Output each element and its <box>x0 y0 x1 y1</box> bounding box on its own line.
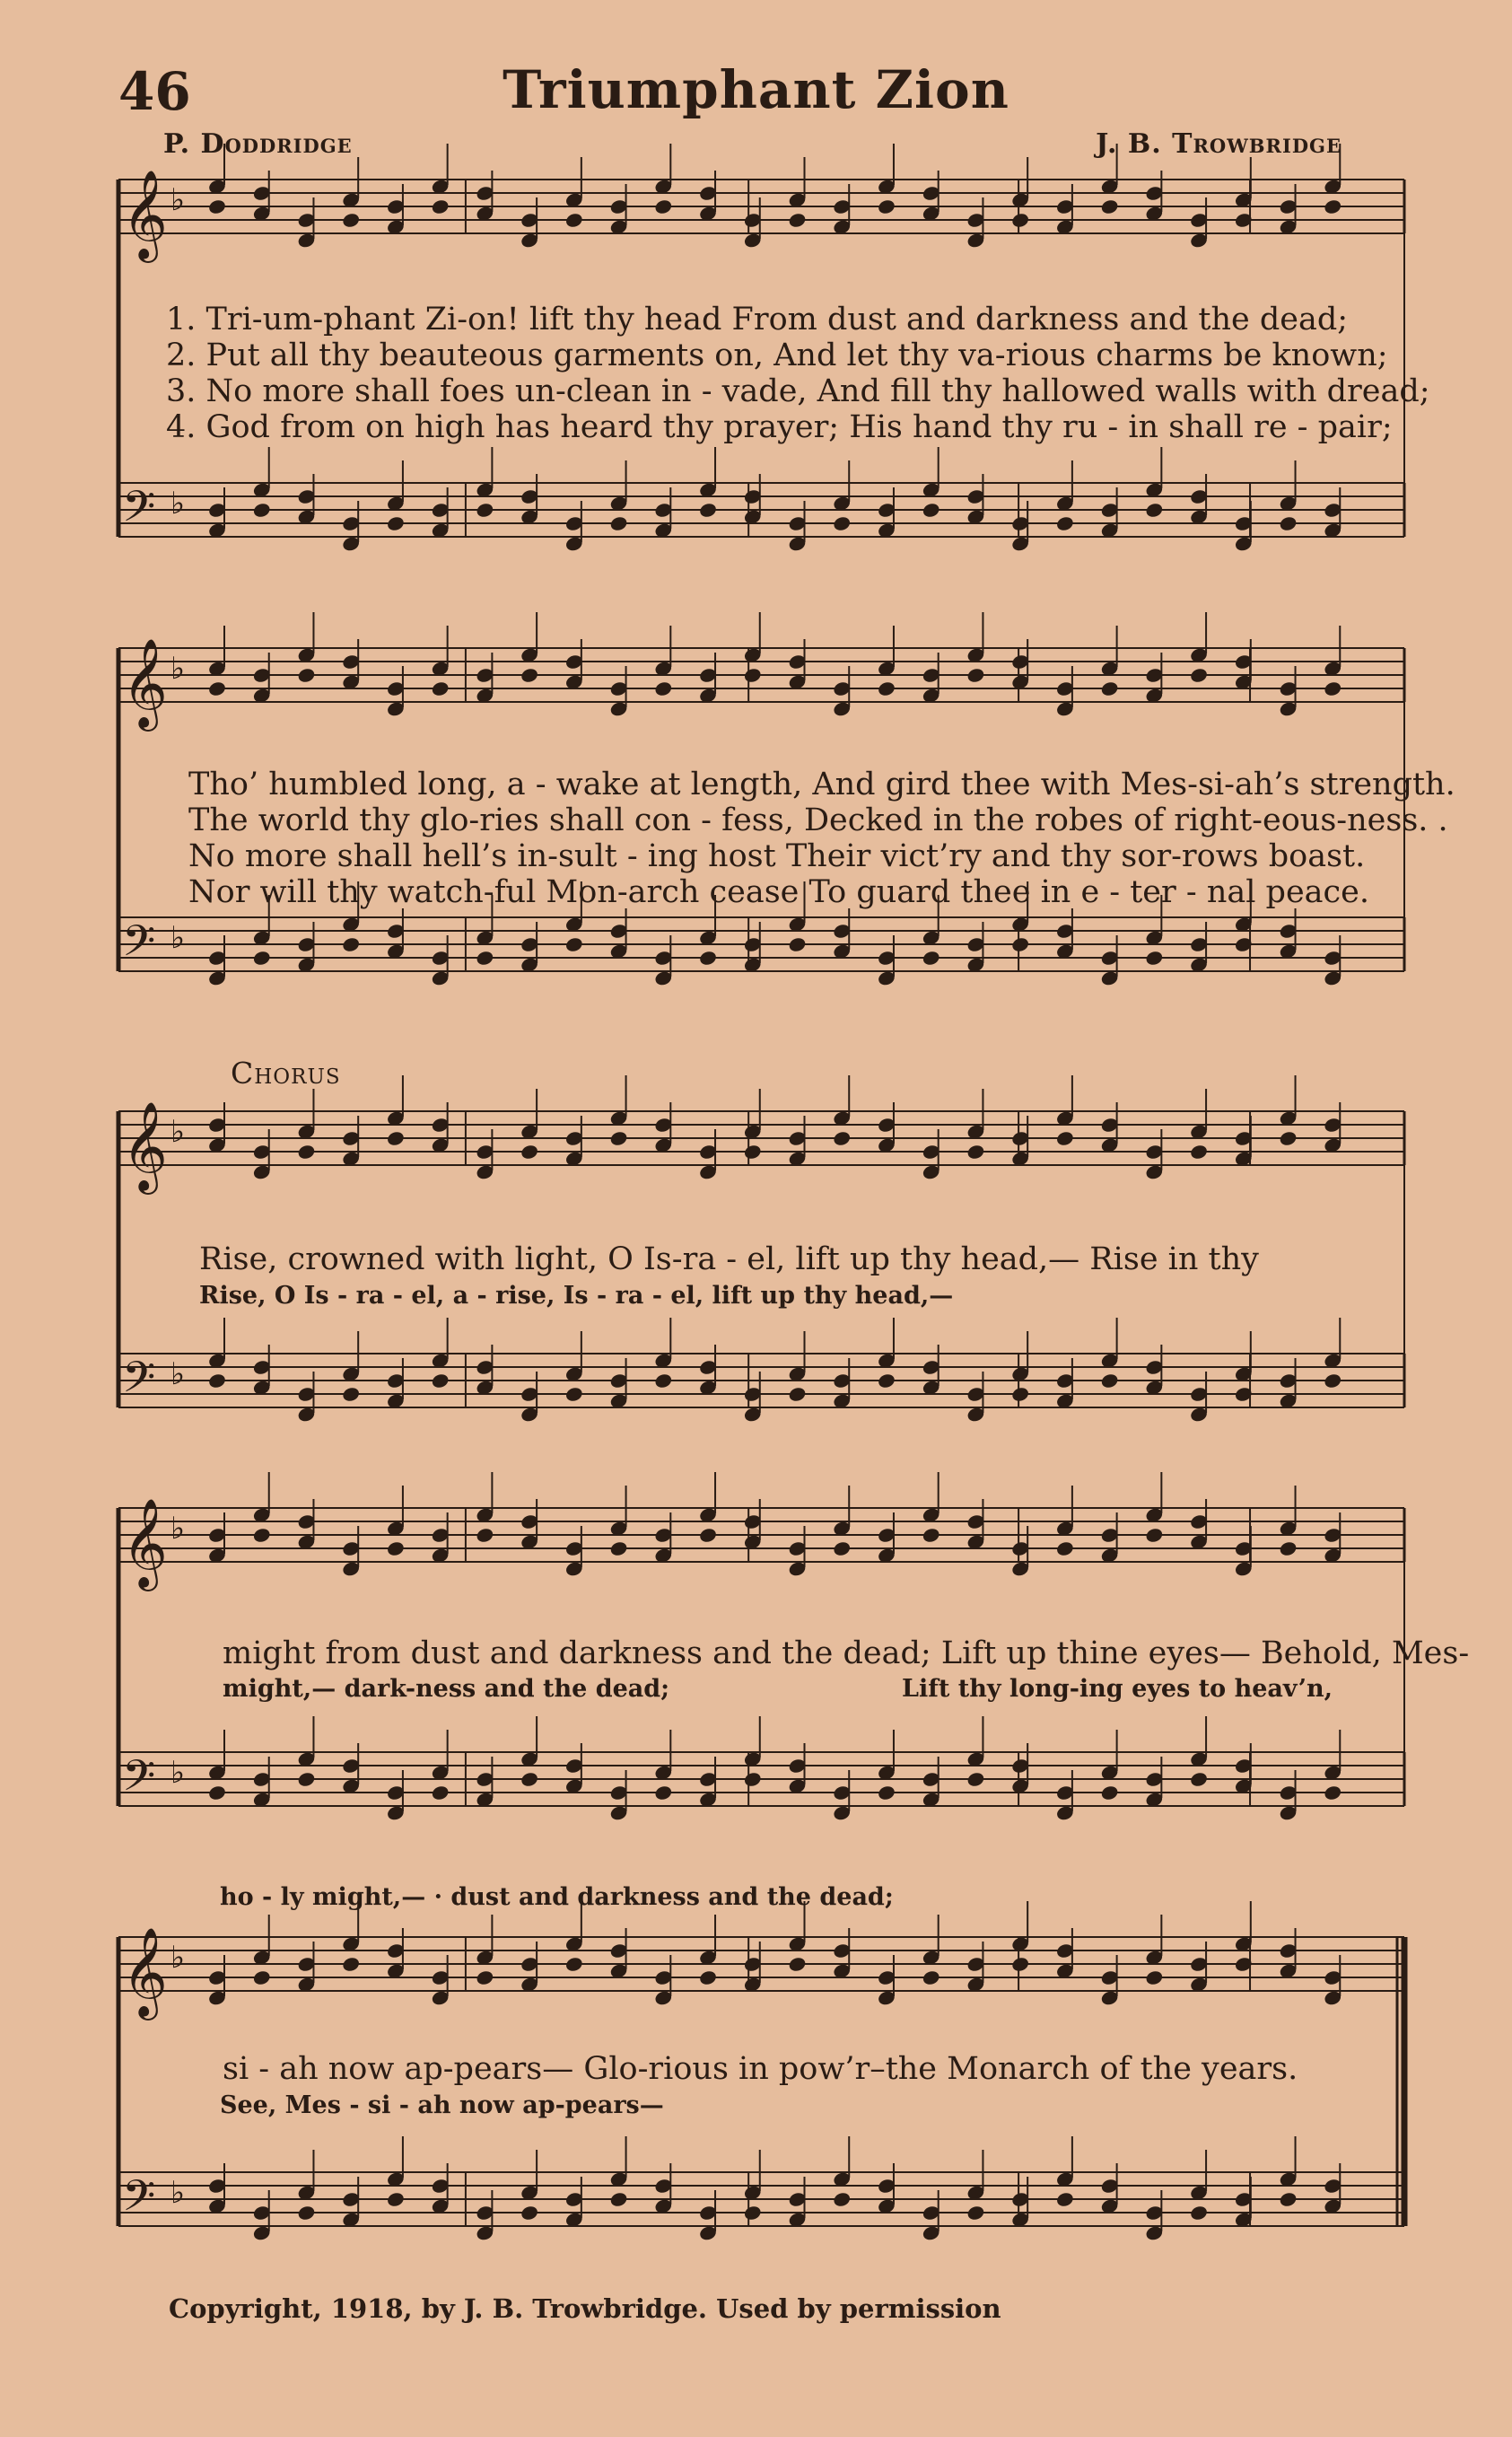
verses-part-2 <box>188 767 1455 910</box>
note-head <box>564 936 584 953</box>
verses-part-1 <box>166 302 1430 445</box>
note-head <box>252 502 272 519</box>
note-head <box>966 1144 986 1161</box>
note-head <box>1100 680 1120 697</box>
note-head <box>1100 198 1120 215</box>
bass-clef-icon: 𝄢 <box>122 1750 156 1811</box>
flat-sign-icon: ♭ <box>170 1940 186 1976</box>
note-head <box>653 680 673 697</box>
flat-sign-icon: ♭ <box>170 920 186 956</box>
verse-line-1: 1. Tri-um-phant Zi-on! lift thy head From dust and darkness and the dead; <box>166 302 1349 337</box>
note-head <box>431 1372 450 1389</box>
note-head <box>788 1956 808 1973</box>
flat-sign-icon: ♭ <box>170 651 186 687</box>
treble-clef-icon: 𝄞 <box>122 1498 168 1588</box>
note-head <box>1055 1540 1075 1557</box>
note-head <box>966 1771 986 1788</box>
note-head <box>520 1771 539 1788</box>
note-head <box>297 667 317 684</box>
flat-sign-icon: ♭ <box>170 2175 186 2211</box>
note-head <box>1100 1784 1120 1801</box>
note-head <box>564 212 584 229</box>
note-head <box>564 1956 584 1973</box>
page-number: 46 <box>118 61 191 122</box>
verse-line-2: The world thy glo-ries shall con - fess, Decked in the robes of right-eous-ness. . <box>188 802 1448 838</box>
verse-line-2: 2. Put all thy beauteous garments on, And let thy va-rious charms be known; <box>166 337 1388 373</box>
note-head <box>788 936 808 953</box>
note-head <box>609 1540 629 1557</box>
note-head <box>653 198 673 215</box>
note-head <box>207 198 227 215</box>
note-head <box>297 2205 317 2222</box>
bass-clef-icon: 𝄢 <box>122 481 156 542</box>
chorus-line-4-alt: See, Mes - si - ah now ap-pears— <box>220 2091 664 2119</box>
note-head <box>743 1771 763 1788</box>
note-head <box>922 502 941 519</box>
note-head <box>1189 2205 1209 2222</box>
note-head <box>609 515 629 532</box>
flat-sign-icon: ♭ <box>170 1511 186 1547</box>
note-head <box>1189 1771 1209 1788</box>
bass-clef-icon: 𝄢 <box>122 1352 156 1413</box>
note-head <box>1010 1386 1030 1403</box>
flat-sign-icon: ♭ <box>170 1114 186 1150</box>
bass-clef-icon: 𝄢 <box>122 916 156 977</box>
hymn-title: Triumphant Zion <box>503 59 1009 120</box>
note-head <box>341 936 361 953</box>
note-head <box>832 515 852 532</box>
note-head <box>1279 1540 1298 1557</box>
note-head <box>788 1386 808 1403</box>
note-head <box>653 1784 673 1801</box>
note-head <box>341 1386 361 1403</box>
note-head <box>386 1130 406 1147</box>
note-head <box>788 212 808 229</box>
note-head <box>1189 1144 1209 1161</box>
note-head <box>386 515 406 532</box>
note-head <box>743 1144 763 1161</box>
note-head <box>1279 515 1298 532</box>
note-head <box>341 212 361 229</box>
note-head <box>1100 1372 1120 1389</box>
note-head <box>386 2191 406 2208</box>
verse-line-3: 3. No more shall foes un-clean in - vade, And fill thy hallowed walls with dread; <box>166 373 1430 409</box>
flat-sign-icon: ♭ <box>170 486 186 522</box>
note-head <box>698 1527 718 1544</box>
note-head <box>207 680 227 697</box>
note-head <box>1323 198 1342 215</box>
chorus-line-3-bass: ho - ly might,— · dust and darkness and the dead; <box>220 1883 894 1911</box>
treble-clef-icon: 𝄞 <box>122 1101 168 1191</box>
note-head <box>297 1144 317 1161</box>
note-head <box>1055 515 1075 532</box>
note-head <box>698 1969 718 1986</box>
note-head <box>1010 1956 1030 1973</box>
note-head <box>609 1130 629 1147</box>
note-head <box>609 2191 629 2208</box>
note-head <box>476 1527 495 1544</box>
chorus-line-1-alt: Rise, O Is - ra - el, a - rise, Is - ra - el, lift up thy head,— <box>199 1282 954 1310</box>
note-head <box>1144 1969 1164 1986</box>
note-head <box>743 667 763 684</box>
note-head <box>520 1144 539 1161</box>
note-head <box>207 1372 227 1389</box>
note-head <box>698 502 718 519</box>
flat-sign-icon: ♭ <box>170 1356 186 1392</box>
note-head <box>832 1540 852 1557</box>
note-head <box>386 1540 406 1557</box>
note-head <box>476 502 495 519</box>
note-head <box>297 1771 317 1788</box>
note-head <box>476 1969 495 1986</box>
chorus-line-2-alt-a: might,— dark-ness and the dead; <box>223 1675 670 1703</box>
treble-clef-icon: 𝄞 <box>122 638 168 728</box>
bass-clef-icon: 𝄢 <box>122 2170 156 2231</box>
note-head <box>520 2205 539 2222</box>
note-head <box>832 2191 852 2208</box>
note-head <box>1279 1130 1298 1147</box>
note-head <box>877 1372 896 1389</box>
note-head <box>922 950 941 967</box>
note-head <box>1144 950 1164 967</box>
copyright-notice: Copyright, 1918, by J. B. Trowbridge. Used by permission <box>169 2293 1001 2324</box>
note-head <box>832 1130 852 1147</box>
note-head <box>877 198 896 215</box>
note-head <box>1010 212 1030 229</box>
chorus-line-4: si - ah now ap-pears— Glo-rious in pow’r–the Monarch of the years. <box>223 2051 1298 2087</box>
verse-line-4: 4. God from on high has heard thy prayer; His hand thy ru - in shall re - pair; <box>166 409 1393 445</box>
note-head <box>252 1969 272 1986</box>
note-head <box>1279 2191 1298 2208</box>
note-head <box>252 1527 272 1544</box>
note-head <box>698 950 718 967</box>
note-head <box>1323 680 1342 697</box>
note-head <box>341 1956 361 1973</box>
note-head <box>1055 1130 1075 1147</box>
note-head <box>922 1969 941 1986</box>
note-head <box>1323 1784 1342 1801</box>
treble-clef-icon: 𝄞 <box>122 170 168 259</box>
treble-clef-icon: 𝄞 <box>122 1927 168 2017</box>
note-head <box>922 1527 941 1544</box>
lyricist-credit: P. Doddridge <box>163 128 353 160</box>
verse-line-4: Nor will thy watch-ful Mon-arch cease To guard thee in e - ter - nal peace. <box>188 874 1369 910</box>
note-head <box>252 950 272 967</box>
composer-credit: J. B. Trowbridge <box>1096 128 1342 160</box>
note-head <box>1323 1372 1342 1389</box>
note-head <box>966 2205 986 2222</box>
note-head <box>1055 2191 1075 2208</box>
flat-sign-icon: ♭ <box>170 1755 186 1791</box>
note-head <box>431 198 450 215</box>
note-head <box>207 1784 227 1801</box>
chorus-label: Chorus <box>231 1056 341 1091</box>
verse-line-3: No more shall hell’s in-sult - ing host Their vict’ry and thy sor-rows boast. <box>188 838 1366 874</box>
flat-sign-icon: ♭ <box>170 182 186 218</box>
chorus-line-1: Rise, crowned with light, O Is-ra - el, lift up thy head,— Rise in thy <box>199 1241 1259 1277</box>
note-head <box>1189 667 1209 684</box>
verse-line-1: Tho’ humbled long, a - wake at length, And gird thee with Mes-si-ah’s strength. <box>188 767 1455 802</box>
note-head <box>1144 1527 1164 1544</box>
note-head <box>1144 502 1164 519</box>
note-head <box>966 667 986 684</box>
note-head <box>877 680 896 697</box>
note-head <box>653 1372 673 1389</box>
note-head <box>431 680 450 697</box>
note-head <box>877 1784 896 1801</box>
note-head <box>564 1386 584 1403</box>
note-head <box>1010 936 1030 953</box>
note-head <box>520 667 539 684</box>
note-head <box>476 950 495 967</box>
note-head <box>743 2205 763 2222</box>
chorus-line-2-alt-b: Lift thy long-ing eyes to heav’n, <box>902 1675 1333 1703</box>
note-head <box>431 1784 450 1801</box>
chorus-line-2: might from dust and darkness and the dead; Lift up thine eyes— Behold, Mes- <box>223 1635 1470 1671</box>
